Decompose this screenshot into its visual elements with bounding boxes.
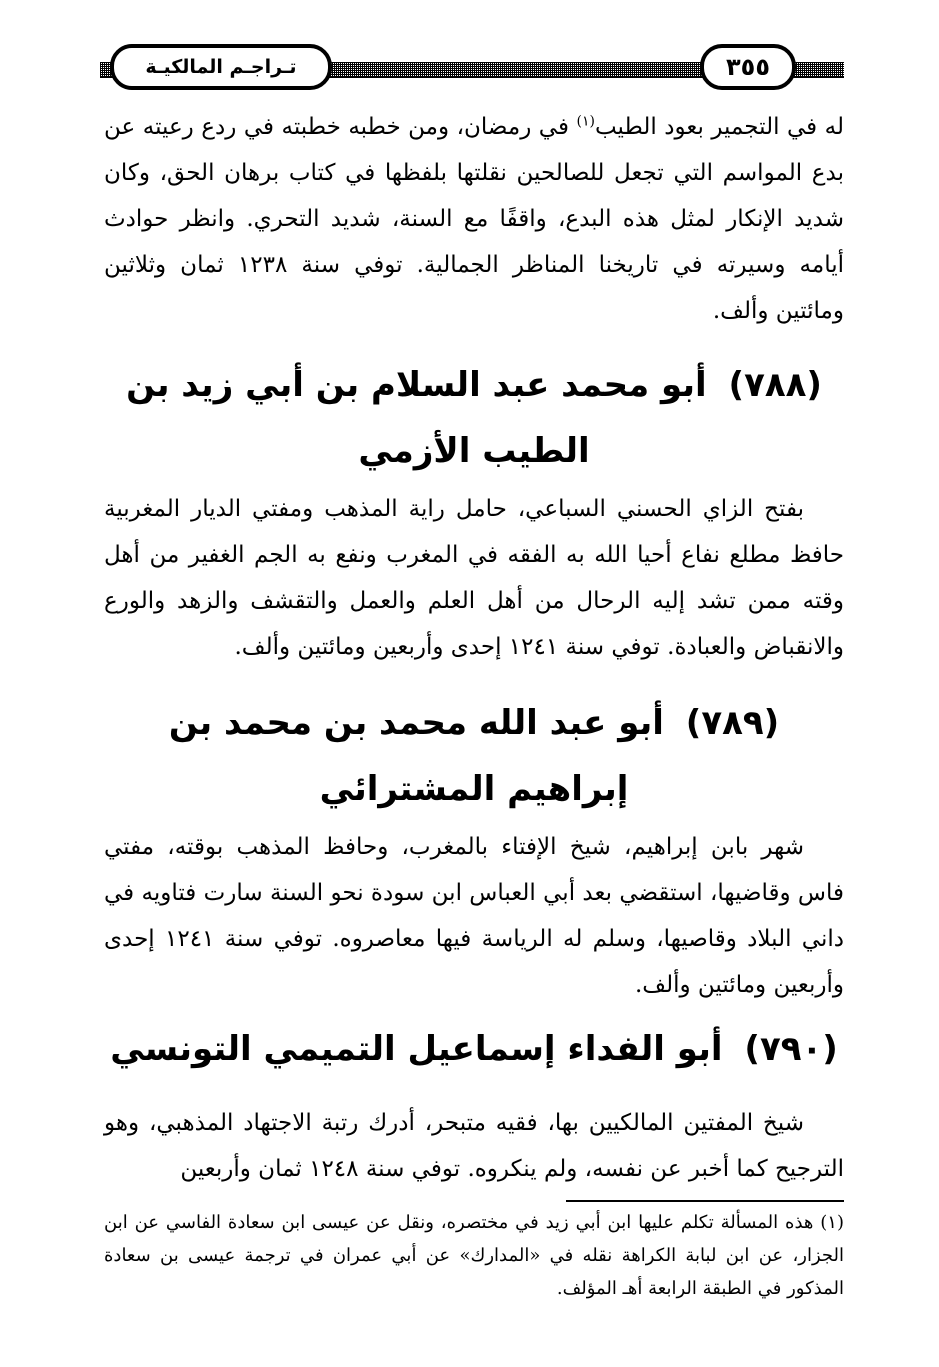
entry-number: (٧٨٩) <box>685 703 780 743</box>
entry-heading-790 <box>104 1016 844 1082</box>
entry-paragraph-789: شهر بابن إبراهيم، شيخ الإفتاء بالمغرب، وحافظ المذهب بوقته، مفتي فاس وقاضيها، استقضي بعد أبي العباس ابن سودة نحو السنة سارت فتاويه في داني البلاد وقاصيها، وسلم له الرياسة فيها معاصروه. توفي سنة ١٢٤١ إحدى وأربعين ومائتين وألف. <box>104 834 844 998</box>
running-title: تـراجـم المالكيـة <box>145 56 297 78</box>
entry-title: أبو محمد عبد السلام بن أبي زيد بن الطيب الأزمي <box>126 365 707 471</box>
entry-number: (٧٩٠) <box>744 1029 838 1069</box>
page-number-frame <box>700 44 796 90</box>
page-number: ٣٥٥ <box>726 53 770 81</box>
entry-paragraph-790: شيخ المفتين المالكيين بها، فقيه متبحر، أدرك رتبة الاجتهاد المذهبي، وهو الترجيح كما أخبر عن نفسه، ولم ينكروه. توفي سنة ١٢٤٨ ثمان وأربعين <box>104 1110 844 1182</box>
running-title-frame <box>110 44 332 90</box>
paragraph-continuation <box>104 104 844 334</box>
page-header <box>100 42 844 98</box>
entry-heading-789 <box>104 690 844 822</box>
paragraph-text: في رمضان، ومن خطبه خطبته في ردع رعيته عن بدع المواسم التي تجعل للصالحين نقلتها بلفظها في كتاب برهان الحق، وكان شديد الإنكار لمثل هذه البدع، واقفًا مع السنة، شديد التحري. وانظر حوادث أيامه وسيرته في تاريخنا المناظر الجمالية. توفي سنة ١٢٣٨ ثمان وثلاثين ومائتين وألف. <box>104 114 844 324</box>
entry-title: أبو الفداء إسماعيل التميمي التونسي <box>110 1029 723 1069</box>
footnote-separator <box>566 1200 844 1202</box>
paragraph-text: له في التجمير بعود الطيب <box>594 114 844 140</box>
entry-paragraph-788: بفتح الزاي الحسني السباعي، حامل راية المذهب ومفتي الديار المغربية حافظ مطلع نفاع أحيا الله به الفقه في المغرب ونفع به الجم الغفير من أهل وقته ممن تشد إليه الرحال من أهل العلم والعمل والتقشف والزهد والورع والانقباض والعبادة. توفي سنة ١٢٤١ إحدى وأربعين ومائتين وألف. <box>104 496 844 660</box>
entry-heading-788 <box>104 352 844 484</box>
footnote: (١) هذه المسألة تكلم عليها ابن أبي زيد في مختصره، ونقل عن عيسى ابن سعادة الفاسي عن ابن الجزار، عن ابن لبابة الكراهة نقله في «المدارك» عن أبي عمران في ترجمة عيسى بن سعادة المذكور في الطبقة الرابعة أهـ المؤلف. <box>104 1212 844 1299</box>
entry-title: أبو عبد الله محمد بن محمد بن إبراهيم المشترائي <box>168 703 664 809</box>
entry-number: (٧٨٨) <box>728 365 822 405</box>
footnote-reference: (١) <box>576 113 595 130</box>
